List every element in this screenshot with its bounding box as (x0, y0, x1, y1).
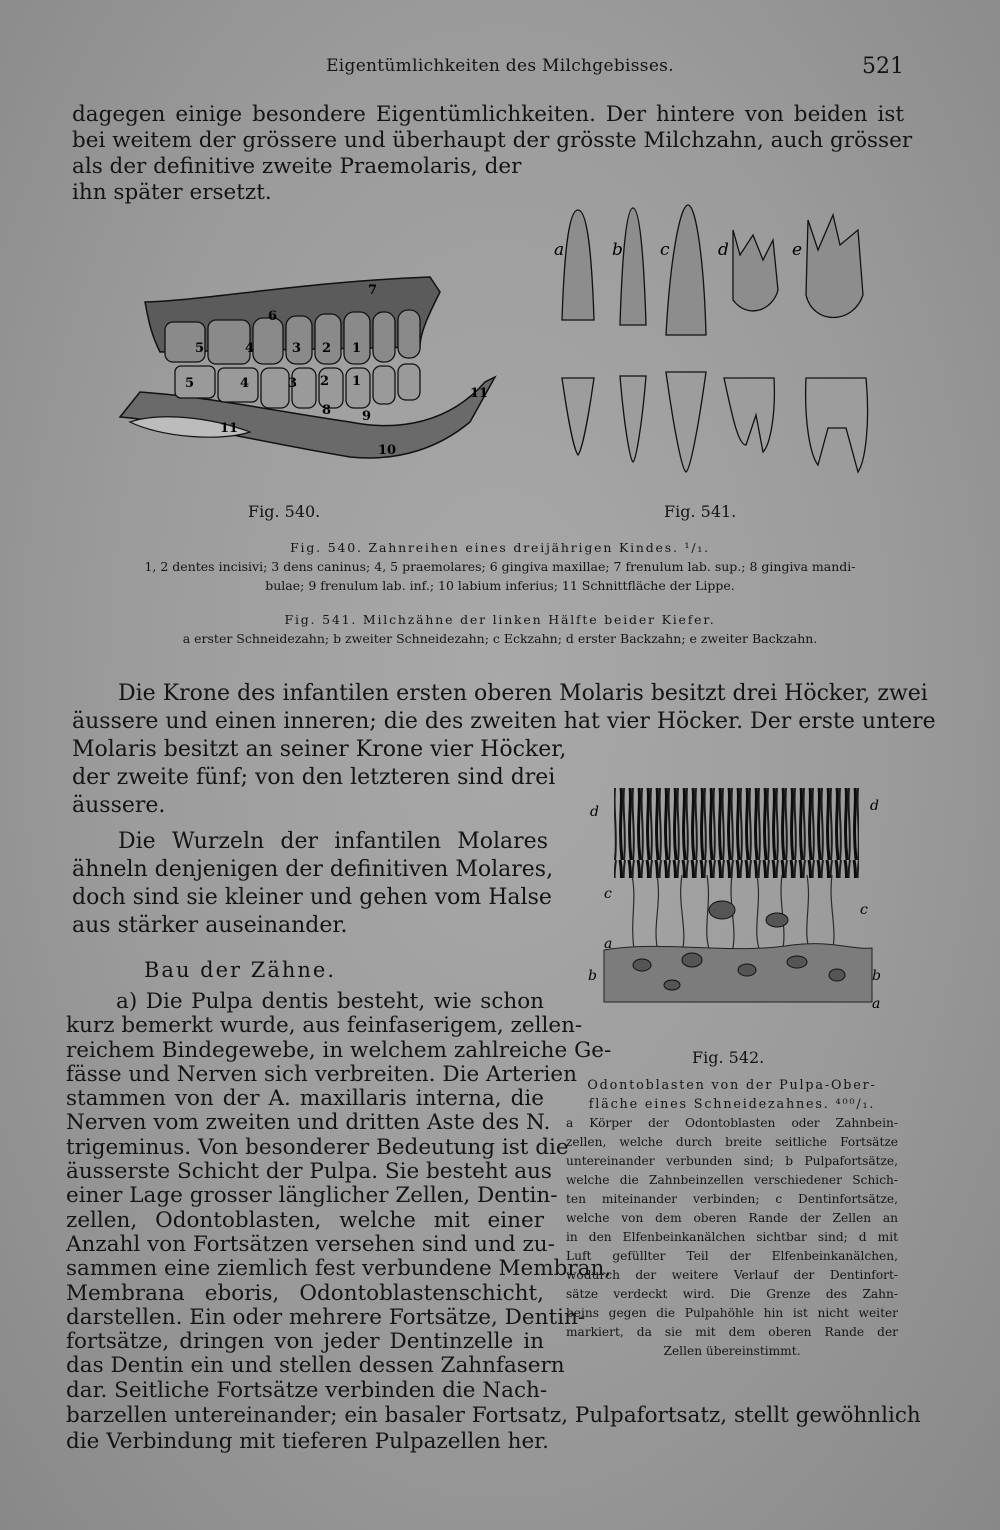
text-line: stammen von der A. maxillaris interna, die (66, 1086, 544, 1112)
fig540-number: 6 (268, 309, 278, 324)
fig542-caption-line: sätze verdeckt wird. Die Grenze des Zahn- (566, 1287, 898, 1301)
dentin-fibres-shape (614, 788, 859, 878)
lower-deciduous-teeth (562, 372, 868, 472)
running-header: Eigentümlichkeiten des Milchgebisses. (326, 56, 674, 76)
fig541-label: Fig. 541. (664, 502, 737, 521)
text-line: fässe und Nerven sich verbreiten. Die Arterien (66, 1061, 577, 1087)
fig540-number: 8 (322, 403, 332, 418)
fig540-number: 2 (322, 341, 332, 356)
fig540-number: 2 (320, 374, 330, 389)
fig541-letter: d (718, 240, 729, 260)
fig540-number: 3 (288, 376, 298, 391)
text-line: Anzahl von Fortsätzen versehen sind und zu- (66, 1231, 555, 1257)
fig542-letter: a (604, 936, 613, 952)
text-line: zellen, Odontoblasten, welche mit einer (66, 1207, 544, 1233)
text-line: doch sind sie kleiner und gehen vom Halse (72, 885, 552, 910)
fig542-letter: d (590, 804, 599, 820)
fig540-illustration (100, 272, 520, 472)
fig540-number: 10 (378, 443, 397, 458)
pulpa-paragraph-end (66, 1403, 921, 1455)
fig542-caption-title: Odontoblasten von der Pulpa-Ober- (587, 1078, 877, 1093)
fig540-caption-line: 1, 2 dentes incisivi; 3 dens caninus; 4, 5 praemolares; 6 gingiva maxillae; 7 frenulum lab. sup.; 8 gingiva mandi- (144, 559, 856, 574)
fig540-number: 1 (352, 341, 362, 356)
fig542-caption-line: wodurch der weitere Verlauf der Dentinfort- (566, 1268, 898, 1282)
fig540-number: 11 (470, 386, 489, 401)
text-line: a) Die Pulpa dentis besteht, wie schon (116, 989, 544, 1014)
fig540-caption-line: bulae; 9 frenulum lab. inf.; 10 labium inferius; 11 Schnittfläche der Lippe. (265, 578, 735, 593)
fig542-letter: d (870, 798, 879, 814)
fig542-caption-line: in den Elfenbeinkanälchen sichtbar sind; d mit (566, 1230, 898, 1244)
text-line: Nerven vom zweiten und dritten Aste des N. (66, 1110, 551, 1136)
fig541-illustration (548, 200, 878, 480)
roots-paragraph (72, 828, 554, 940)
text-line: Die Wurzeln der infantilen Molares (118, 829, 548, 854)
fig542-caption-line: Luft gefüllter Teil der Elfenbeinkanälchen, (566, 1249, 898, 1263)
text-line: äussere und einen inneren; die des zweiten hat vier Höcker. Der erste untere (72, 709, 936, 734)
page-number: 521 (862, 54, 904, 79)
fig540-number: 9 (362, 409, 372, 424)
fig542-caption-line: beins gegen die Pulpahöhle hin ist nicht weiter (566, 1306, 898, 1320)
fig542-caption-title: fläche eines Schneidezahnes. ⁴⁰⁰/₁. (588, 1097, 876, 1112)
fig540-caption-title: Fig. 540. Zahnreihen eines dreijährigen Kindes. ¹/₁. (290, 540, 710, 555)
fig541-letter: a (554, 240, 565, 260)
text-line: fortsätze, dringen von jeder Dentinzelle in (66, 1329, 544, 1355)
fig542-caption (566, 1076, 898, 1361)
fig540-number: 5 (195, 341, 205, 356)
text-line: Die Krone des infantilen ersten oberen Molaris besitzt drei Höcker, zwei (118, 681, 928, 706)
fig542-letter: a (872, 996, 881, 1010)
fig542-letter: c (604, 886, 612, 902)
text-line: dagegen einige besondere Eigentümlichkeiten. Der hintere von beiden ist (72, 102, 904, 127)
text-line: ihn später ersetzt. (72, 180, 272, 205)
fig541-caption-line: a erster Schneidezahn; b zweiter Schneidezahn; c Eckzahn; d erster Backzahn; e zweiter Backzahn. (182, 631, 818, 646)
text-line: trigeminus. Von besonderer Bedeutung ist die (66, 1134, 569, 1160)
text-line: kurz bemerkt wurde, aus feinfaserigem, zellen- (66, 1013, 583, 1039)
text-line: reichem Bindegewebe, in welchem zahlreiche Ge- (66, 1037, 612, 1063)
text-line: aus stärker auseinander. (72, 913, 348, 938)
fig542-letter: b (588, 968, 597, 984)
text-line: Membrana eboris, Odontoblastenschicht, (66, 1280, 544, 1306)
fig540-number: 5 (185, 376, 195, 391)
text-line: dar. Seitliche Fortsätze verbinden die Nach- (66, 1377, 548, 1403)
fig542-caption-line: welche von dem oberen Rande der Zellen an (566, 1211, 898, 1225)
fig542-caption-line: Zellen übereinstimmt. (663, 1344, 801, 1358)
text-line: einer Lage grosser länglicher Zellen, Dentin- (66, 1183, 558, 1209)
fig540-number: 7 (368, 283, 378, 298)
text-line: bei weitem der grössere und überhaupt der grösste Milchzahn, auch grösser (72, 128, 913, 153)
text-line: das Dentin ein und stellen dessen Zahnfasern (66, 1353, 565, 1379)
text-line: sammen eine ziemlich fest verbundene Membran, (66, 1256, 612, 1282)
fig542-caption-line: a Körper der Odontoblasten oder Zahnbein- (566, 1116, 898, 1130)
fig541-letter: b (612, 240, 623, 260)
fig541-letter: e (792, 240, 803, 260)
text-line: Molaris besitzt an seiner Krone vier Höcker, (72, 737, 567, 762)
intro-paragraph (72, 102, 913, 206)
fig542-caption-line: zellen, welche durch breite seitliche Fortsätze (566, 1135, 898, 1149)
upper-deciduous-teeth (562, 205, 863, 335)
text-line: äussere. (72, 793, 166, 818)
fig542-letter: b (872, 968, 881, 984)
fig542-letter: c (860, 902, 868, 918)
text-line: die Verbindung mit tieferen Pulpazellen her. (66, 1429, 549, 1454)
text-line: der zweite fünf; von den letzteren sind drei (72, 765, 556, 790)
fig540-number: 11 (220, 421, 239, 436)
text-line: darstellen. Ein oder mehrere Fortsätze, Dentin- (66, 1304, 586, 1330)
fig541-caption-title: Fig. 541. Milchzähne der linken Hälfte beider Kiefer. (284, 612, 716, 627)
text-line: als der definitive zweite Praemolaris, der (72, 154, 522, 179)
fig540-number: 1 (352, 374, 362, 389)
pulpa-paragraph (66, 989, 612, 1403)
text-line: ähneln denjenigen der definitiven Molares, (72, 857, 554, 882)
fig541-letter: c (660, 240, 670, 260)
fig542-label: Fig. 542. (692, 1048, 765, 1067)
fig542-caption-line: untereinander verbunden sind; b Pulpafortsätze, (566, 1154, 898, 1168)
fig540-number: 3 (292, 341, 302, 356)
fig541-caption (66, 610, 934, 648)
fig540-label: Fig. 540. (248, 502, 321, 521)
section-heading: Bau der Zähne. (144, 958, 337, 982)
fig542-caption-line: ten miteinander verbinden; c Dentinfortsätze, (566, 1192, 898, 1206)
fig542-caption-line: markiert, da sie mit dem oberen Rande der (566, 1325, 898, 1339)
fig540-caption (66, 538, 934, 595)
text-line: barzellen untereinander; ein basaler Fortsatz, Pulpafortsatz, stellt gewöhnlich (66, 1403, 921, 1428)
fig542-caption-line: welche die Zahnbeinzellen verschiedener Schich- (566, 1173, 898, 1187)
fig542-illustration (582, 780, 892, 1010)
fig540-number: 4 (245, 341, 255, 356)
text-line: äusserste Schicht der Pulpa. Sie besteht aus (66, 1159, 552, 1185)
fig540-number: 4 (240, 376, 250, 391)
